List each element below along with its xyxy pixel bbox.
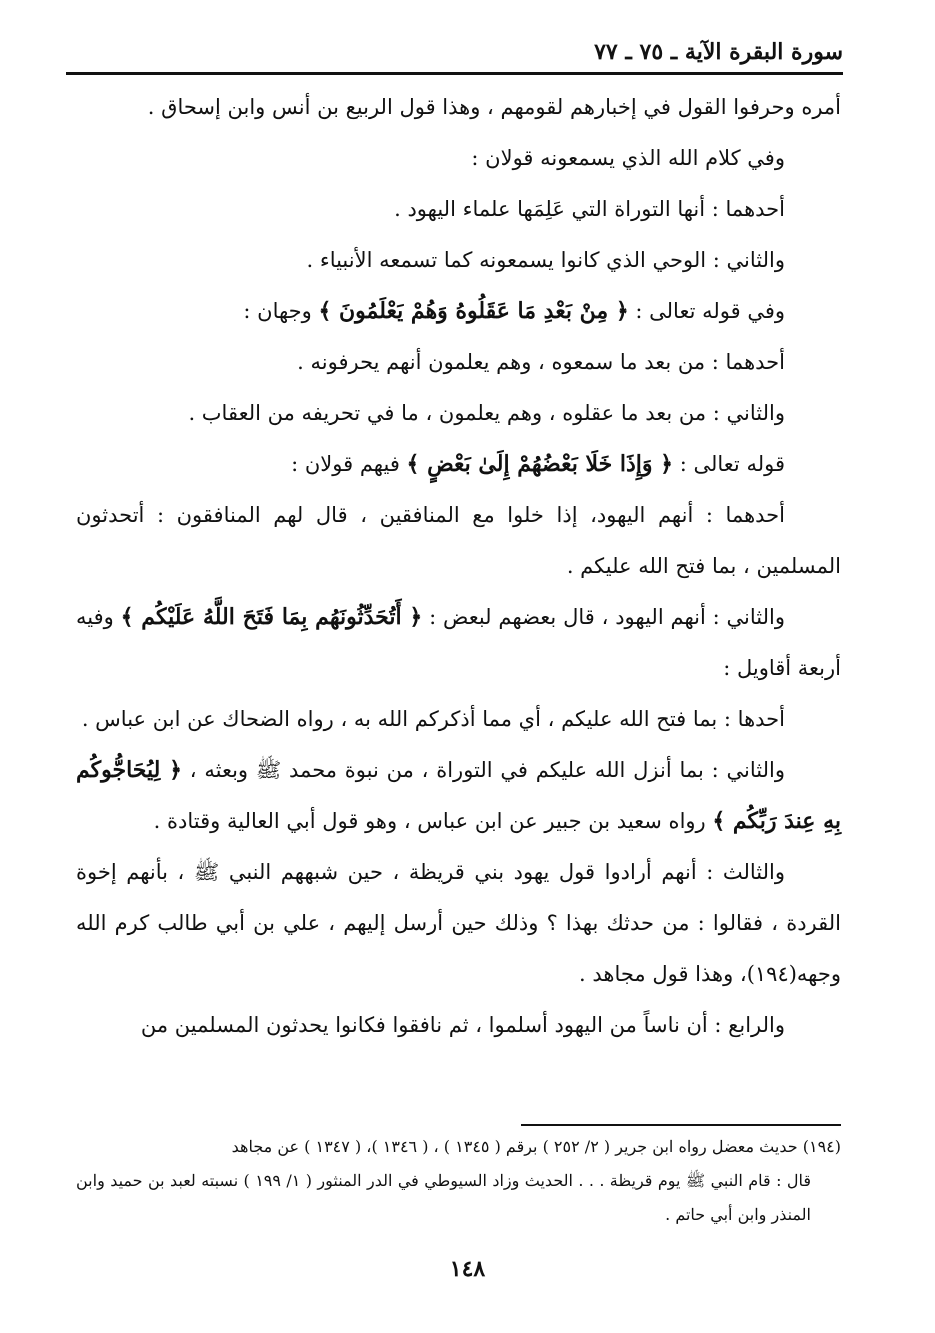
paragraph-text: أحدهما : من بعد ما سمعوه ، وهم يعلمون أنهم يحرفونه . <box>297 350 785 374</box>
paragraph-text: أحدها : بما فتح الله عليكم ، أي مما أذكركم الله به ، رواه الضحاك عن ابن عباس . <box>81 707 785 731</box>
quran-verse: ﴿ مِنْ بَعْدِ مَا عَقَلُوهُ وَهُمْ يَعْلَمُونَ ﴾ <box>318 298 629 324</box>
paragraph-text: رواه سعيد بن جبير عن ابن عباس ، وهو قول أبي العالية وقتادة . <box>153 809 713 833</box>
paragraph <box>76 745 841 847</box>
paragraph <box>76 439 841 490</box>
paragraph <box>76 1000 841 1051</box>
paragraph <box>76 388 841 439</box>
paragraph-text: والرابع : أن ناساً من اليهود أسلموا ، ثم نافقوا فكانوا يحدثون المسلمين من <box>140 1013 785 1037</box>
footnotes <box>76 1130 841 1232</box>
paragraph <box>76 133 841 184</box>
paragraph-text: قوله تعالى : <box>673 452 785 476</box>
quran-verse: ﴿ وَإِذَا خَلَا بَعْضُهُمْ إِلَىٰ بَعْضٍ ﴾ <box>406 451 674 477</box>
paragraph-text: أمره وحرفوا القول في إخبارهم لقومهم ، وهذا قول الربيع بن أنس وابن إسحاق . <box>147 95 841 119</box>
page-number: ١٤٨ <box>449 1256 486 1282</box>
paragraph-text: وفيه أربعة أقاويل : <box>76 605 841 680</box>
main-text <box>76 82 841 1051</box>
header-rule <box>66 72 843 75</box>
paragraph-text: فيهم قولان : <box>291 452 407 476</box>
footnote-continuation <box>76 1164 841 1232</box>
paragraph <box>76 490 841 592</box>
paragraph <box>76 592 841 694</box>
quran-verse: ﴿ لِيُحَاجُّوكُم بِهِ عِندَ رَبِّكُم ﴾ <box>76 757 841 834</box>
running-header: سورة البقرة الآية ـ ٧٥ ـ ٧٧ <box>594 39 843 65</box>
paragraph <box>76 82 841 133</box>
quran-verse: ﴿ أَتُحَدِّثُونَهُم بِمَا فَتَحَ اللَّهُ عَلَيْكُم ﴾ <box>120 604 423 630</box>
paragraph <box>76 235 841 286</box>
paragraph-text: وفي قوله تعالى : <box>628 299 785 323</box>
footnote <box>76 1130 841 1164</box>
paragraph-text: والثاني : من بعد ما عقلوه ، وهم يعلمون ، ما في تحريفه من العقاب . <box>188 401 785 425</box>
paragraph-text: أحدهما : أنها التوراة التي عَلِمَها علماء اليهود . <box>394 197 785 221</box>
paragraph <box>76 847 841 1000</box>
paragraph <box>76 337 841 388</box>
paragraph <box>76 286 841 337</box>
footnote-text: قال : قام النبي ﷺ يوم قريظة . . . الحديث وزاد السيوطي في الدر المنثور ( ١/ ١٩٩ ) نسبته لعبد بن حميد وابن المنذر وابن أبي حاتم . <box>76 1171 812 1224</box>
paragraph <box>76 184 841 235</box>
paragraph-text: أحدهما : أنهم اليهود، إذا خلوا مع المنافقين ، قال لهم المنافقون : أتحدثون المسلمين ، بما فتح الله عليكم . <box>76 503 841 578</box>
paragraph-text: وجهان : <box>243 299 319 323</box>
paragraph <box>76 694 841 745</box>
paragraph-text: وفي كلام الله الذي يسمعونه قولان : <box>471 146 785 170</box>
paragraph-text: والثاني : أنهم اليهود ، قال بعضهم لبعض : <box>422 605 785 629</box>
paragraph-text: والثاني : بما أنزل الله عليكم في التوراة ، من نبوة محمد ﷺ وبعثه ، <box>182 758 785 782</box>
paragraph-text: والثاني : الوحي الذي كانوا يسمعونه كما تسمعه الأنبياء . <box>306 248 785 272</box>
footnote-text: (١٩٤) حديث معضل رواه ابن جرير ( ٢/ ٢٥٢ ) برقم ( ١٣٤٥ ) ، ( ١٣٤٦ )، ( ١٣٤٧ ) عن مجاهد <box>231 1137 841 1156</box>
footnote-rule <box>521 1124 841 1126</box>
paragraph-text: والثالث : أنهم أرادوا قول يهود بني قريظة ، حين شبههم النبي ﷺ ، بأنهم إخوة القردة ، فقالوا : من حدثك بهذا ؟ وذلك حين أرسل إليهم ، علي بن أبي طالب كرم الله وجهه(١٩٤)، وهذا قول مجاهد . <box>76 860 841 986</box>
